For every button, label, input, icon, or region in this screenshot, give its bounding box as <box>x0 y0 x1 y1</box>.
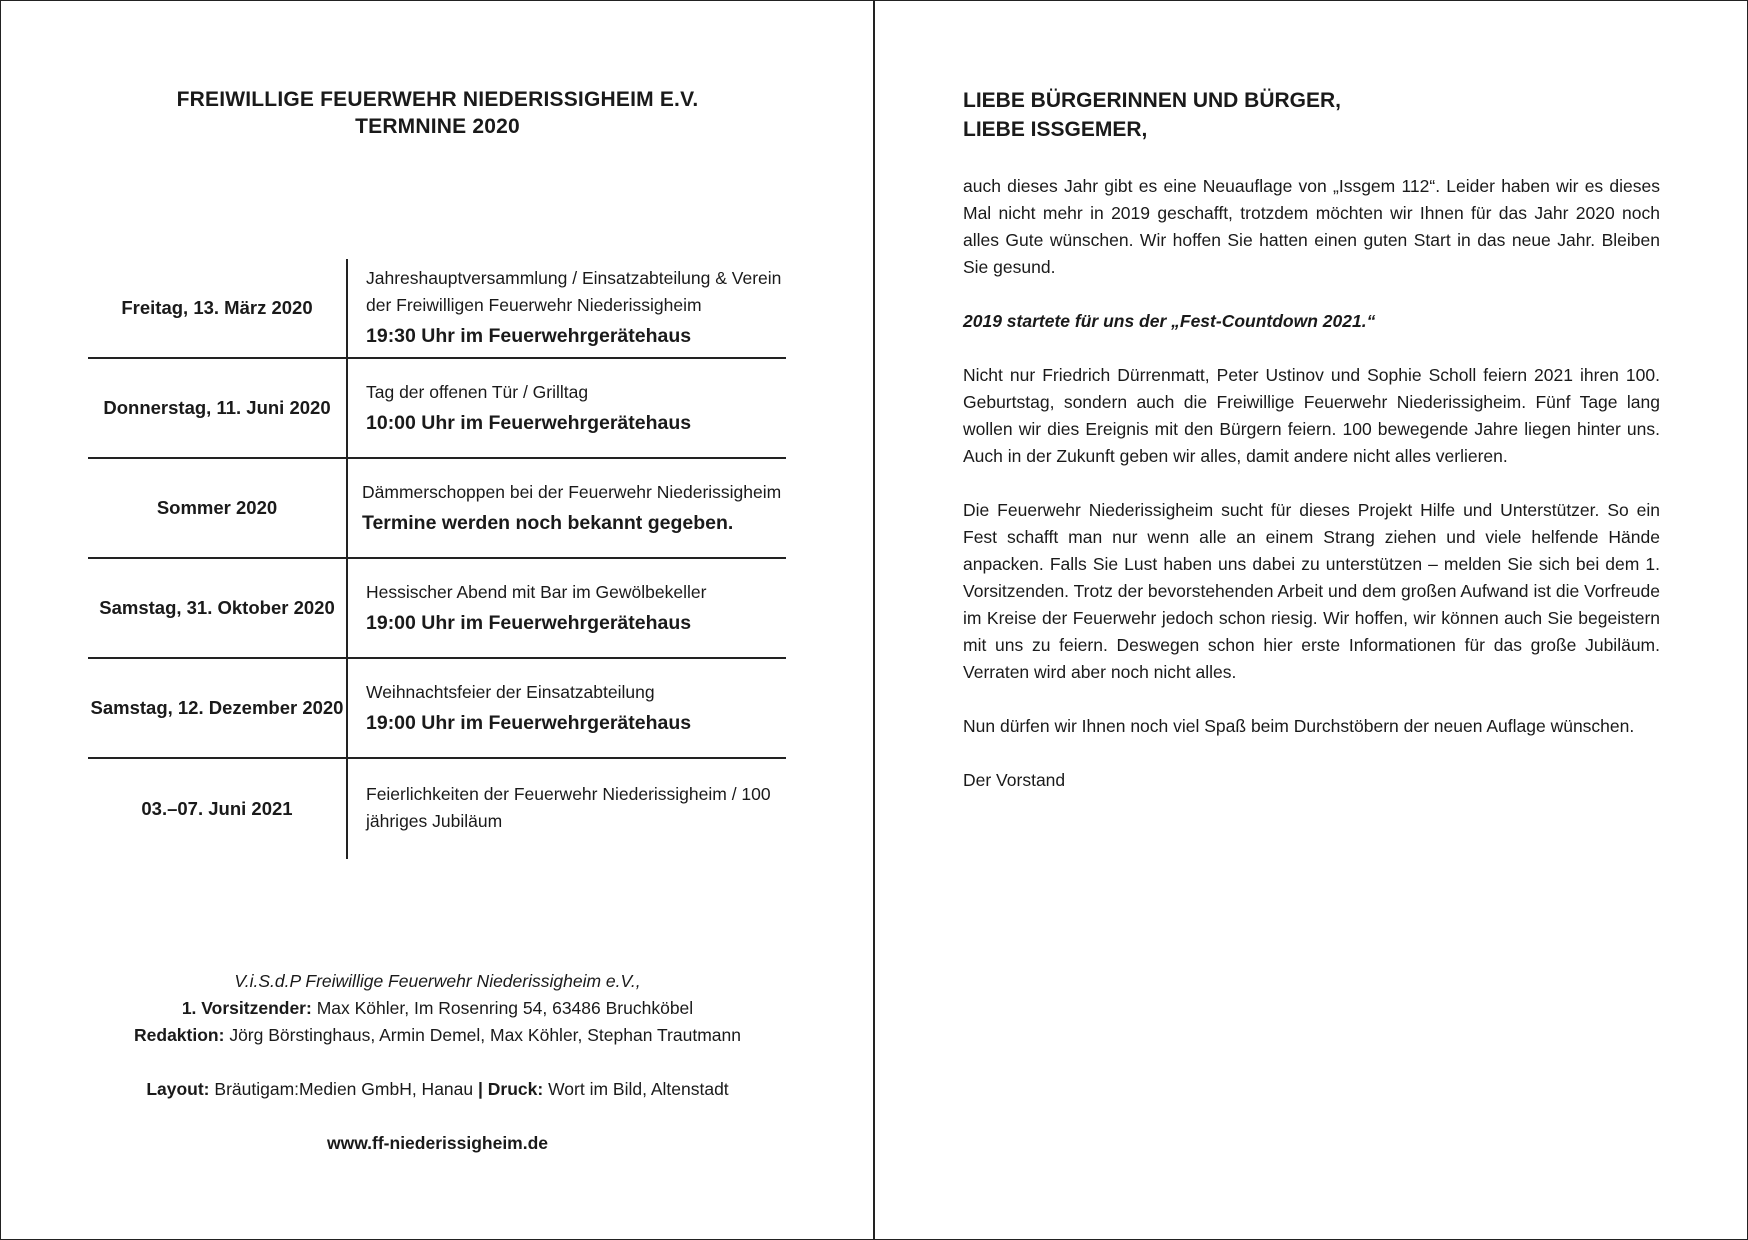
imprint-print-value: Wort im Bild, Altenstadt <box>548 1079 729 1099</box>
event-schedule <box>88 259 786 859</box>
event-info <box>348 559 786 657</box>
imprint-visdp: V.i.S.d.P Freiwillige Feuerwehr Niederissigheim e.V., <box>234 971 641 991</box>
event-description: Jahreshauptversammlung / Einsatzabteilung & Verein der Freiwilligen Feuerwehr Niederissigheim <box>366 268 782 315</box>
imprint-layout-value: Bräutigam:Medien GmbH, Hanau <box>214 1079 474 1099</box>
event-description: Tag der offenen Tür / Grilltag <box>366 381 589 402</box>
event-description: Weihnachtsfeier der Einsatzabteilung <box>366 681 655 702</box>
event-info <box>348 759 786 859</box>
letter-body <box>963 173 1660 821</box>
event-description: Hessischer Abend mit Bar im Gewölbekeller <box>366 581 707 602</box>
event-date: Samstag, 12. Dezember 2020 <box>88 659 348 757</box>
greeting-title <box>963 86 1341 144</box>
imprint-editors-label: Redaktion: <box>134 1025 225 1045</box>
schedule-title-line1: FREIWILLIGE FEUERWEHR NIEDERISSIGHEIM E.V. <box>176 88 699 111</box>
imprint-editors <box>60 1022 815 1049</box>
schedule-title-line2: TERMNINE 2020 <box>355 115 520 138</box>
event-description: Feierlichkeiten der Feuerwehr Niederissigheim / 100 jähriges Jubiläum <box>366 784 771 831</box>
letter-signature: Der Vorstand <box>963 770 1066 790</box>
event-row <box>88 559 786 659</box>
event-date: Donnerstag, 11. Juni 2020 <box>88 359 348 457</box>
imprint-chair-value: Max Köhler, Im Rosenring 54, 63486 Bruchköbel <box>316 998 694 1018</box>
event-date: Samstag, 31. Oktober 2020 <box>88 559 348 657</box>
imprint-layout-label: Layout: <box>146 1079 210 1099</box>
letter-paragraph: auch dieses Jahr gibt es eine Neuauflage von „Issgem 112“. Leider haben wir es dieses Mal nicht mehr in 2019 geschafft, trotzdem möchten wir Ihnen für das Jahr 2020 noch alles Gute wünschen. Wir hoffen Sie hatten einen guten Start in das neue Jahr. Bleiben Sie gesund. <box>963 176 1660 277</box>
greeting-title-line2: LIEBE ISSGEMER, <box>963 118 1148 141</box>
imprint-editors-value: Jörg Börstinghaus, Armin Demel, Max Köhler, Stephan Trautmann <box>229 1025 741 1045</box>
event-time: 19:00 Uhr im Feuerwehrgerätehaus <box>366 611 692 634</box>
schedule-title <box>60 86 815 140</box>
event-row <box>88 759 786 859</box>
event-info <box>348 659 786 757</box>
imprint-production <box>60 1076 815 1103</box>
imprint-chair-label: 1. Vorsitzender: <box>181 998 312 1018</box>
event-row <box>88 359 786 459</box>
greeting-title-line1: LIEBE BÜRGERINNEN UND BÜRGER, <box>963 89 1342 112</box>
event-time: 19:00 Uhr im Feuerwehrgerätehaus <box>366 711 692 734</box>
event-date: Freitag, 13. März 2020 <box>88 259 348 357</box>
event-date: Sommer 2020 <box>88 459 348 557</box>
event-time: 10:00 Uhr im Feuerwehrgerätehaus <box>366 411 692 434</box>
letter-paragraph: Die Feuerwehr Niederissigheim sucht für dieses Projekt Hilfe und Unterstützer. So ein Fest schafft man nur wenn alle an einem Strang ziehen und viele helfende Hände anpacken. Falls Sie Lust haben uns dabei zu unterstützen – melden Sie sich bei dem 1. Vorsitzenden. Trotz der bevorstehenden Arbeit und dem großen Aufwand ist die Vorfreude im Kreise der Feuerwehr jedoch schon riesig. Wir hoffen, wir können auch Sie begeistern mit uns zu feiern. Deswegen schon hier erste Informationen für das große Jubiläum. Verraten wird aber noch nicht alles. <box>963 500 1660 682</box>
website-url: www.ff-niederissigheim.de <box>326 1133 549 1153</box>
event-info <box>348 459 786 557</box>
letter-highlight: 2019 startete für uns der „Fest-Countdown 2021.“ <box>963 311 1376 331</box>
letter-paragraph: Nicht nur Friedrich Dürrenmatt, Peter Ustinov und Sophie Scholl feiern 2021 ihren 100. Geburtstag, sondern auch die Freiwillige Feuerwehr Niederissigheim. Fünf Tage lang wollen wir dies Ereignis mit den Bürgern feiern. 100 bewegende Jahre liegen hinter uns. Auch in der Zukunft geben wir alles, damit andere nicht alles verlieren. <box>963 365 1660 466</box>
imprint-separator: | <box>478 1079 483 1099</box>
event-date: 03.–07. Juni 2021 <box>88 759 348 859</box>
event-time: Termine werden noch bekannt gegeben. <box>362 511 734 534</box>
letter-paragraph: Nun dürfen wir Ihnen noch viel Spaß beim Durchstöbern der neuen Auflage wünschen. <box>963 716 1635 736</box>
event-info <box>348 259 786 357</box>
imprint <box>60 968 815 1157</box>
event-info <box>348 359 786 457</box>
event-description: Dämmerschoppen bei der Feuerwehr Niederissigheim <box>362 481 782 502</box>
event-row <box>88 259 786 359</box>
page-divider <box>873 0 875 1240</box>
event-row <box>88 459 786 559</box>
event-row <box>88 659 786 759</box>
imprint-chair <box>60 995 815 1022</box>
imprint-print-label: Druck: <box>487 1079 544 1099</box>
event-time: 19:30 Uhr im Feuerwehrgerätehaus <box>366 325 692 347</box>
